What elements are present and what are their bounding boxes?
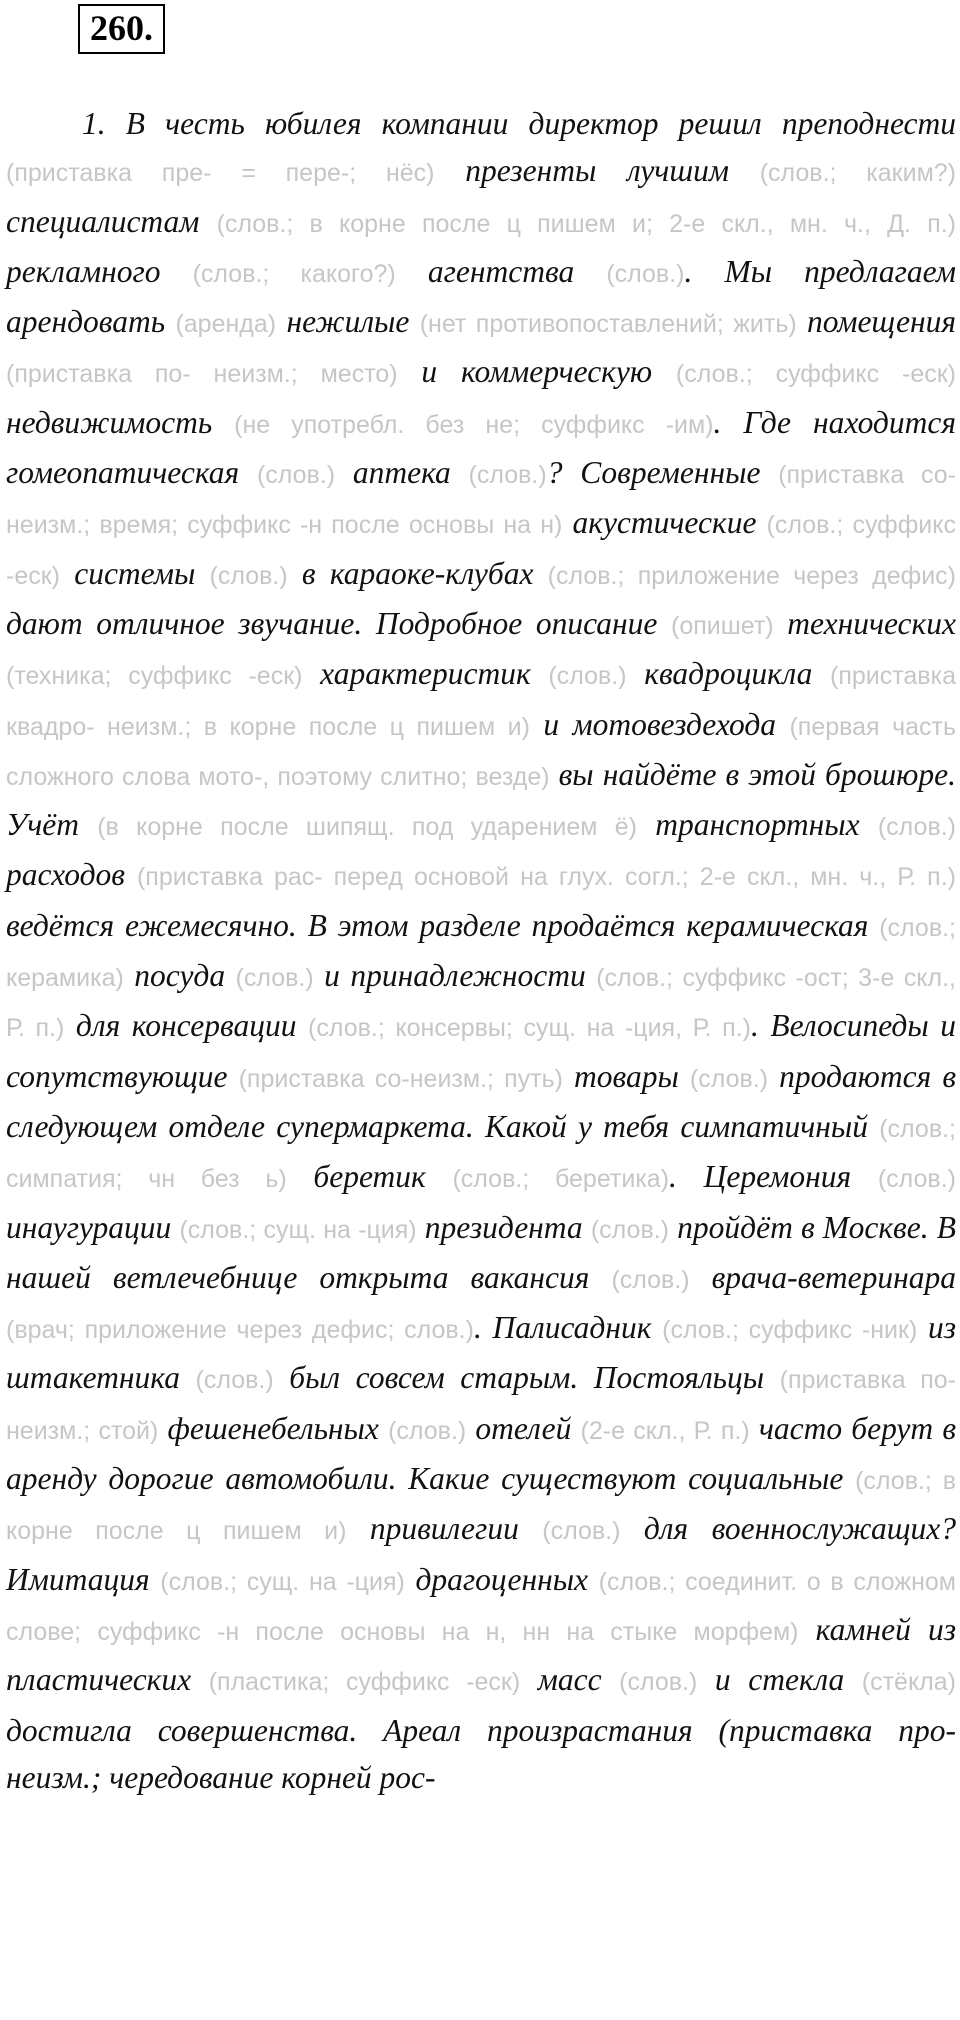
sentence-text: и принадлежности — [313, 958, 597, 994]
grammar-note: (слов.; консервы; сущ. на -ция, Р. п.) — [308, 1014, 751, 1043]
sentence-text: презенты лучшим — [434, 153, 760, 189]
sentence-text: недвижимость — [6, 404, 235, 440]
grammar-note: (аренда) — [175, 310, 277, 339]
sentence-text: посуда — [123, 958, 236, 994]
grammar-note: (опишет) — [671, 611, 774, 640]
exercise-text — [6, 100, 956, 1801]
sentence-text: квадроцикла — [626, 656, 830, 692]
grammar-note: (стёкла) — [861, 1668, 956, 1697]
grammar-note: (слов.) — [548, 662, 627, 691]
grammar-note: (врач; приложение через дефис; слов.) — [6, 1316, 474, 1345]
grammar-note: (слов.) — [468, 461, 547, 490]
sentence-text: и мотовездехода — [529, 706, 790, 742]
grammar-note: (слов.; керамика) — [6, 913, 956, 993]
sentence-text: нежилые — [276, 304, 420, 340]
grammar-note: (пластика; суффикс -еск) — [208, 1668, 521, 1697]
sentence-text: масс — [520, 1662, 620, 1698]
grammar-note: (слов.; суффикс -еск) — [6, 511, 956, 590]
grammar-note: (приставка рас- перед основой на глух. согл.; 2-е скл., мн. ч., Р. п.) — [136, 863, 956, 892]
grammar-note: (слов.; соединит. о в сложном слове; суффикс -н после основы на н, нн на стыке морфем) — [6, 1567, 956, 1646]
grammar-note: (слов.; симпатия; чн без ь) — [6, 1114, 956, 1194]
grammar-note: (не употребл. без не; суффикс -им) — [234, 410, 714, 439]
sentence-text: фешенебельных — [158, 1410, 389, 1446]
sentence-text: из штакетника — [6, 1310, 956, 1396]
sentence-text: системы — [60, 555, 210, 591]
grammar-note: (приставка по- неизм.; место) — [6, 360, 398, 389]
sentence-text: транспортных — [636, 807, 878, 843]
grammar-note: (слов.) — [619, 1668, 698, 1697]
sentence-text: товары — [562, 1058, 690, 1094]
sentence-text: расходов — [6, 857, 137, 893]
sentence-text: отелей — [466, 1410, 581, 1446]
grammar-note: (слов.; суффикс -еск) — [675, 360, 956, 389]
grammar-note: (приставка со- неизм.; время; суффикс -н после основы на н) — [6, 461, 956, 540]
grammar-note: (2-е скл., Р. п.) — [580, 1416, 750, 1445]
grammar-note: (нет противопоставлений; жить) — [419, 310, 797, 339]
sentence-text: агентства — [395, 253, 607, 289]
grammar-note: (слов.) — [209, 561, 288, 590]
sentence-text: ? Современные — [546, 455, 779, 491]
sentence-text: . Палисадник — [473, 1310, 663, 1346]
sentence-text: часто берут в аренду дорогие автомобили. Какие существуют социальные — [6, 1410, 957, 1497]
sentence-text: аптека — [335, 455, 469, 491]
grammar-note: (приставка квадро- неизм.; в корне после ц пишем и) — [6, 662, 956, 741]
sentence-text: и коммерческую — [397, 354, 676, 390]
grammar-note: (слов.; в корне после ц пишем и) — [6, 1467, 956, 1546]
sentence-text: помещения — [796, 304, 956, 340]
sentence-text: камней из пластических — [6, 1611, 956, 1698]
grammar-note: (слов.; суффикс -ник) — [662, 1316, 918, 1345]
sentence-text: рекламного — [6, 253, 193, 289]
grammar-note: (слов.) — [235, 964, 314, 993]
sentence-text: президента — [416, 1209, 591, 1245]
grammar-note: (приставка пре- = пере-; нёс) — [6, 159, 435, 188]
grammar-note: (слов.) — [195, 1366, 274, 1395]
sentence-text: привилегии — [346, 1511, 543, 1547]
sentence-text: беретик — [286, 1159, 453, 1195]
sentence-text: в караоке-клубах — [287, 555, 548, 591]
sentence-text: технических — [773, 605, 956, 641]
grammar-note: (слов.; каким?) — [759, 159, 956, 188]
grammar-note: (слов.) — [877, 1165, 956, 1194]
grammar-note: (слов.; в корне после ц пишем и; 2-е скл., мн. ч., Д. п.) — [216, 209, 956, 238]
sentence-text: драгоценных — [404, 1561, 599, 1597]
grammar-note: (приставка со-неизм.; путь) — [238, 1064, 563, 1093]
sentence-text: был совсем старым. Постояльцы — [273, 1360, 780, 1396]
sentence-text: инаугурации — [6, 1209, 180, 1245]
sentence-text: акустические — [562, 505, 767, 541]
sentence-text: пройдёт в Москве. В нашей ветлечебнице открыта вакансия — [6, 1209, 956, 1295]
grammar-note: (слов.; беретика) — [452, 1165, 670, 1194]
sentence-text: для консервации — [64, 1008, 308, 1044]
sentence-text: . Велосипеды и сопутствующие — [6, 1008, 956, 1094]
sentence-text: специалистам — [6, 203, 217, 239]
grammar-note: (слов.) — [590, 1215, 669, 1244]
grammar-note: (слов.) — [877, 813, 956, 842]
task-number: 260. — [78, 4, 165, 54]
sentence-text: и стекла — [697, 1662, 862, 1698]
grammar-note: (слов.; сущ. на -ция) — [160, 1567, 405, 1596]
grammar-note: (слов.) — [256, 461, 336, 490]
grammar-note: (слов.; сущ. на -ция) — [179, 1215, 417, 1244]
grammar-note: (в корне после шипящ. под ударением ё) — [97, 813, 637, 842]
sentence-text: достигла совершенства. Ареал произрастания (приставка про- неизм.; чередование корней рос- — [6, 1712, 956, 1795]
grammar-note: (слов.; суффикс -ост; 3-е скл., Р. п.) — [6, 964, 956, 1043]
sentence-text: . Где находится гомеопатическая — [6, 404, 956, 491]
sentence-text: дают отличное звучание. Подробное описание — [6, 605, 671, 641]
sentence-text: . Мы предлагаем арендовать — [6, 253, 956, 340]
sentence-text: для военнослужащих? Имитация — [6, 1511, 956, 1597]
grammar-note: (слов.; какого?) — [192, 259, 396, 288]
sentence-text: вы найдёте в этой брошюре. Учёт — [6, 756, 956, 843]
sentence-text: врача-ветеринара — [689, 1259, 956, 1295]
grammar-note: (первая часть сложного слова мото-, поэтому слитно; везде) — [6, 712, 956, 791]
sentence-text: ведётся ежемесячно. В этом разделе продаётся керамическая — [6, 907, 880, 943]
sentence-text: продаются в следующем отделе супермаркета. Какой у тебя симпатичный — [6, 1058, 956, 1144]
grammar-note: (слов.) — [542, 1517, 621, 1546]
grammar-note: (слов.) — [388, 1416, 467, 1445]
grammar-note: (слов.) — [611, 1265, 690, 1294]
exercise-paragraph — [6, 100, 956, 1801]
grammar-note: (приставка по- неизм.; стой) — [6, 1366, 956, 1445]
grammar-note: (слов.) — [689, 1064, 769, 1093]
sentence-text: . Церемония — [669, 1159, 878, 1195]
grammar-note: (слов.) — [606, 259, 685, 288]
sentence-text: 1. В честь юбилея компании директор решил преподнести — [82, 106, 956, 141]
sentence-text: характеристик — [302, 656, 549, 692]
grammar-note: (техника; суффикс -еск) — [6, 662, 303, 691]
grammar-note: (слов.; приложение через дефис) — [547, 561, 956, 590]
